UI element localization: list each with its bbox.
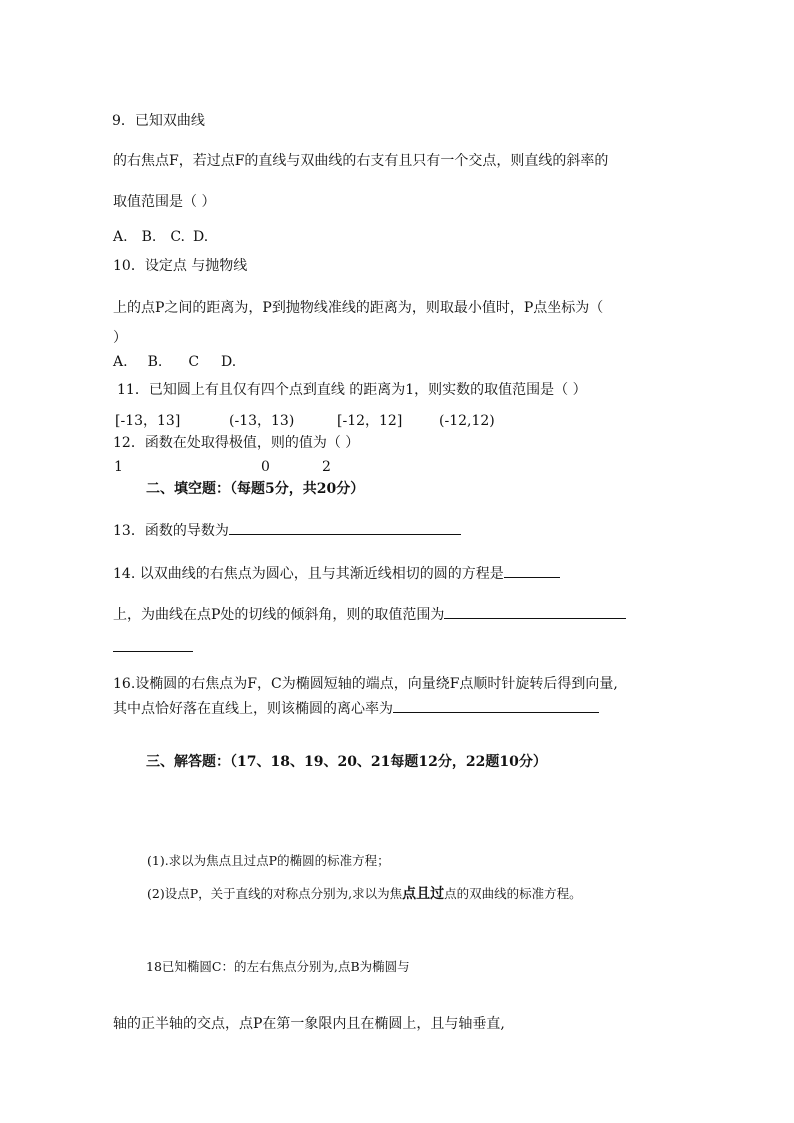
option-c: C: [188, 354, 200, 370]
q9-line3: 取值范围是（ ）: [113, 194, 216, 210]
option-d: (-12,12): [439, 413, 495, 429]
q13: [113, 520, 461, 540]
q17-part2: [147, 885, 582, 903]
q10-line3: ）: [113, 330, 127, 346]
option-b: 0: [261, 459, 270, 475]
answer-blank[interactable]: [444, 604, 626, 619]
option-a: A.: [113, 229, 128, 245]
q9-line2: 的右焦点F，若过点F的直线与双曲线的右支有且只有一个交点，则直线的斜率的: [113, 153, 609, 169]
section-2-heading: 二、填空题：（每题5分，共20分）: [146, 481, 365, 497]
q12-options: [114, 458, 331, 476]
option-a: A.: [113, 354, 128, 370]
q11-line1: 11．已知圆上有且仅有四个点到直线 的距离为1，则实数的取值范围是（ ）: [117, 382, 587, 398]
option-c: C.: [170, 229, 185, 245]
answer-blank[interactable]: [229, 520, 461, 535]
answer-blank-continuation[interactable]: [113, 637, 193, 652]
option-b: B.: [147, 354, 163, 370]
answer-blank[interactable]: [393, 698, 599, 713]
q15: [113, 604, 626, 624]
option-c: [-12，12]: [337, 413, 403, 429]
q14-text: 14. 以双曲线的右焦点为圆心，且与其渐近线相切的圆的方程是: [113, 566, 504, 582]
q17-part1: (1).求以为焦点且过点P的椭圆的标准方程；: [147, 853, 390, 868]
q10-line2: 上的点P之间的距离为，P到抛物线准线的距离为，则取最小值时，P点坐标为（: [113, 300, 604, 316]
q17-part2-c: 点的双曲线的标准方程。: [444, 886, 582, 901]
q18-line2: 轴的正半轴的交点，点P在第一象限内且在椭圆上，且与轴垂直,: [113, 1016, 505, 1032]
option-c: 2: [322, 459, 331, 475]
option-d: D.: [192, 229, 209, 245]
q10-line1: 10．设定点 与抛物线: [113, 258, 248, 274]
q15-text: 上，为曲线在点P处的切线的倾斜角，则的取值范围为: [113, 607, 445, 623]
q16-line1: 16.设椭圆的右焦点为F，C为椭圆短轴的端点，向量绕F点顺时针旋转后得到向量,: [113, 676, 618, 692]
q16-line2: 其中点恰好落在直线上，则该椭圆的离心率为: [113, 701, 393, 717]
option-b: B.: [141, 229, 157, 245]
q18-line1: 18已知椭圆C：的左右焦点分别为,点B为椭圆与: [146, 959, 410, 974]
q9-options: [113, 228, 222, 246]
option-a: [-13，13]: [115, 413, 181, 429]
q17-part2-a: (2)设点P，关于直线的对称点分别为,求以为焦: [147, 886, 403, 901]
q17-part2-b: 点且过: [402, 886, 445, 902]
option-d: D.: [221, 354, 237, 370]
answer-blank[interactable]: [504, 563, 560, 578]
section-3-heading: 三、解答题：（17、18、19、20、21每题12分，22题10分）: [146, 754, 547, 770]
q9-line1: 9．已知双曲线: [112, 113, 205, 129]
q11-options: [115, 412, 495, 430]
q16-line2-row: [113, 698, 599, 718]
option-a: 1: [114, 459, 123, 475]
q12-line1: 12．函数在处取得极值，则的值为（ ）: [113, 435, 360, 451]
q10-options: [113, 353, 250, 371]
q14: [113, 563, 560, 583]
q13-text: 13．函数的导数为: [113, 523, 229, 539]
option-b: (-13，13): [229, 413, 295, 429]
